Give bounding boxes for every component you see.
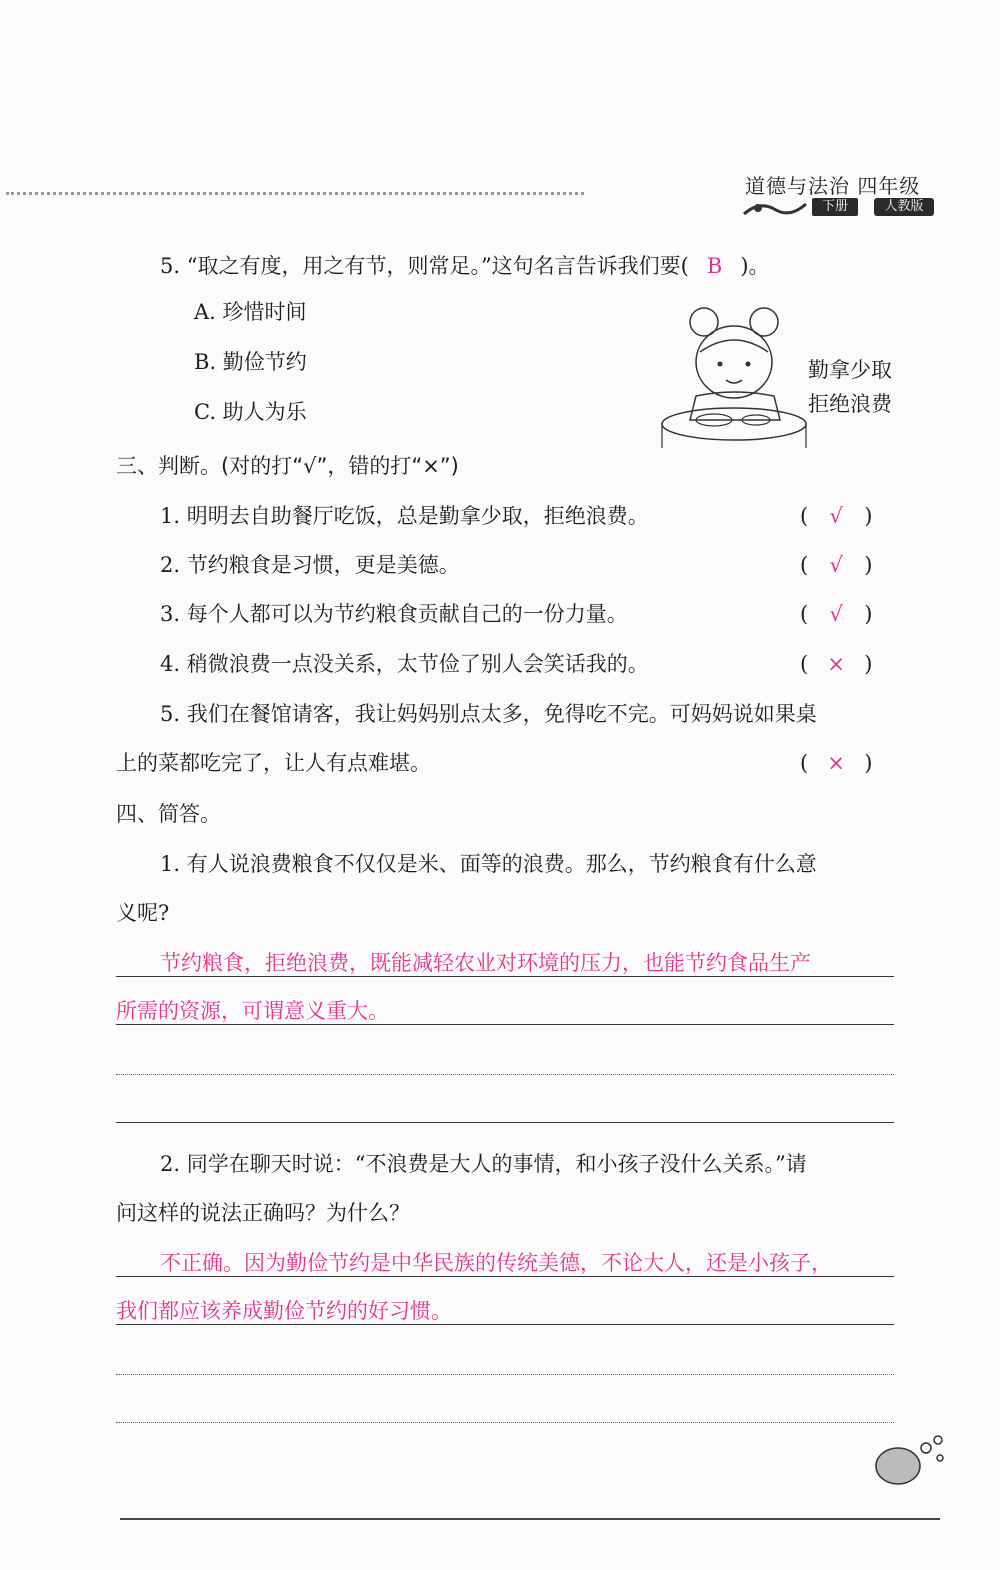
q5-stem xyxy=(160,252,770,280)
edition-badge: 人教版 xyxy=(874,198,934,216)
judge-item-3: 3. 每个人都可以为节约粮食贡献自己的一份力量。 xyxy=(160,602,628,626)
illustration-caption xyxy=(808,356,892,418)
judge-item-2: 2. 节约粮食是习惯，更是美德。 xyxy=(160,553,460,577)
header-dotted-rule xyxy=(6,192,584,195)
judge-mark-4-value: × xyxy=(827,652,845,676)
judge-mark-5: ( × ) xyxy=(800,751,873,775)
judge-mark-4: ( × ) xyxy=(800,652,873,676)
judge-mark-1-value: √ xyxy=(829,504,843,528)
judge-item-5-line1: 5. 我们在餐馆请客，我让妈妈别点太多，免得吃不完。可妈妈说如果桌 xyxy=(160,702,817,726)
answer-line xyxy=(116,1024,894,1025)
answer-line xyxy=(116,1074,894,1075)
q5-option-b: B. 勤俭节约 xyxy=(194,350,307,374)
short-a1-line2: 所需的资源，可谓意义重大。 xyxy=(116,999,389,1023)
judge-item-1: 1. 明明去自助餐厅吃饭，总是勤拿少取，拒绝浪费。 xyxy=(160,504,649,528)
judge-mark-1: ( √ ) xyxy=(800,504,873,528)
judge-mark-2: ( √ ) xyxy=(800,553,873,577)
answer-line xyxy=(116,1324,894,1325)
q5-option-c: C. 助人为乐 xyxy=(194,400,307,424)
answer-line xyxy=(116,1122,894,1123)
answer-line xyxy=(116,1276,894,1277)
short-q2-line2: 问这样的说法正确吗？为什么？ xyxy=(116,1201,410,1225)
caption-line-2: 拒绝浪费 xyxy=(808,392,892,416)
header-decoration-icon xyxy=(740,196,810,220)
judge-mark-3: ( √ ) xyxy=(800,602,873,626)
q5-option-a: A. 珍惜时间 xyxy=(194,300,307,324)
q5-stem-text: 5. “取之有度，用之有节，则常足。”这句名言告诉我们要( xyxy=(160,254,689,278)
judge-item-4: 4. 稍微浪费一点没关系，太节俭了别人会笑话我的。 xyxy=(160,652,649,676)
short-a1-line1: 节约粮食，拒绝浪费，既能减轻农业对环境的压力，也能节约食品生产 xyxy=(160,951,811,975)
judge-mark-2-value: √ xyxy=(829,553,843,577)
book-title: 道德与法治 四年级 xyxy=(745,174,921,198)
caption-line-1: 勤拿少取 xyxy=(808,358,892,382)
q5-answer: B xyxy=(706,254,723,278)
judge-mark-5-value: × xyxy=(827,751,845,775)
short-q1-line1: 1. 有人说浪费粮食不仅仅是米、面等的浪费。那么，节约粮食有什么意 xyxy=(160,852,817,876)
page-number-badge-icon xyxy=(868,1428,948,1488)
short-q2-line1: 2. 同学在聊天时说：“不浪费是大人的事情，和小孩子没什么关系。”请 xyxy=(160,1152,807,1176)
answer-line xyxy=(116,976,894,977)
page-bottom-rule xyxy=(120,1518,940,1520)
girl-eating-illustration xyxy=(656,300,811,450)
q5-close: )。 xyxy=(740,254,770,278)
short-a2-line1: 不正确。因为勤俭节约是中华民族的传统美德，不论大人，还是小孩子， xyxy=(160,1251,832,1275)
short-a2-line2: 我们都应该养成勤俭节约的好习惯。 xyxy=(116,1299,452,1323)
volume-badge: 下册 xyxy=(812,198,858,216)
section3-heading: 三、判断。(对的打“√”，错的打“×”) xyxy=(116,454,459,478)
answer-line xyxy=(116,1374,894,1375)
short-q1-line2: 义呢? xyxy=(116,901,170,925)
judge-mark-3-value: √ xyxy=(829,602,843,626)
answer-line xyxy=(116,1422,894,1423)
section4-heading: 四、简答。 xyxy=(116,802,221,826)
judge-item-5-line2: 上的菜都吃完了，让人有点难堪。 xyxy=(116,751,431,775)
